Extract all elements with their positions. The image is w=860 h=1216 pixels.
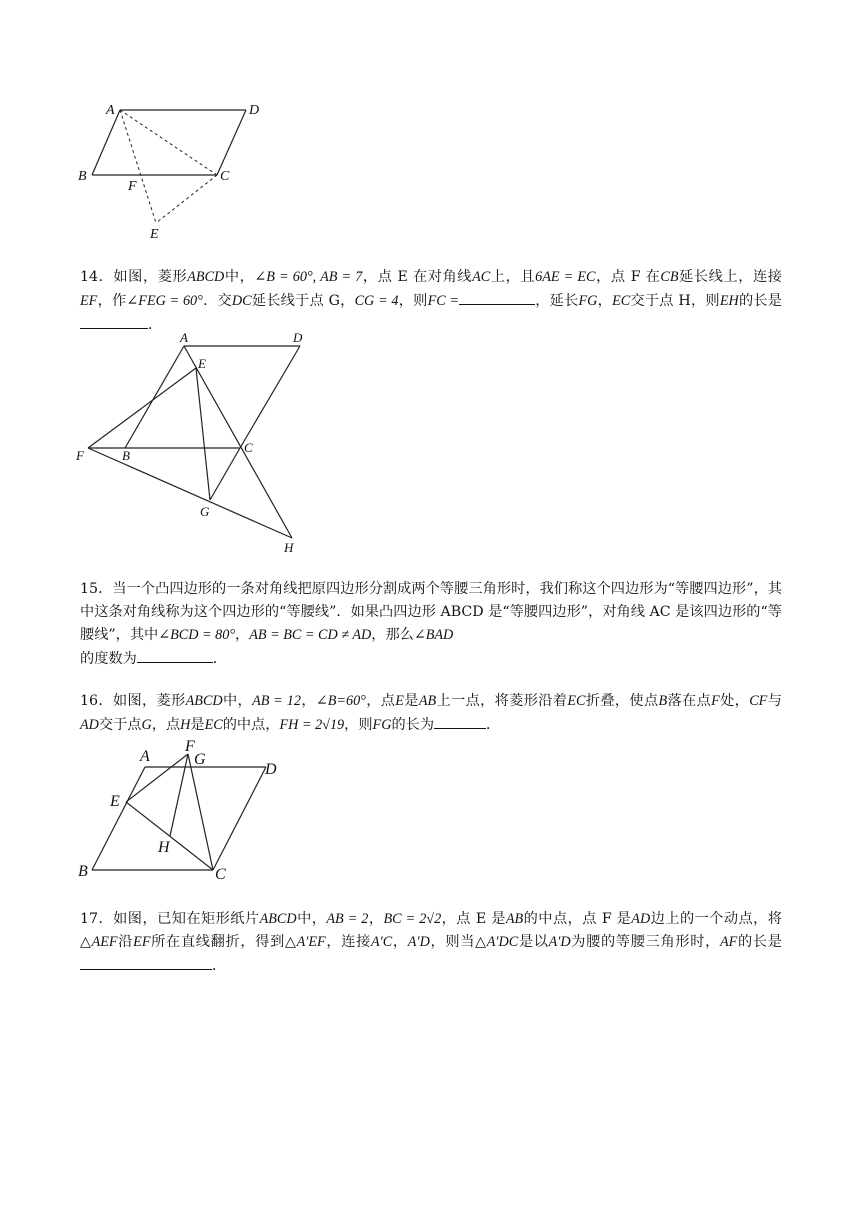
segment-ab bbox=[125, 346, 184, 448]
problem-15: 15．当一个凸四边形的一条对角线把原四边形分割成两个等腰三角形时，我们称这个四边形为“等腰四边形”，其中这条对角线称为这个四边形的“等腰线”．如果凸四边形 ABCD 是“等腰四边形”，对角线 AC 是该四边形的“等腰线”，其中∠BCD = 80°，AB = BC = CD ≠ AD，那么∠BAD 的度数为 ． bbox=[80, 581, 782, 667]
label-a: A bbox=[140, 748, 150, 765]
problem-number: 15． bbox=[80, 581, 113, 597]
answer-blank-bad[interactable] bbox=[137, 647, 213, 663]
problem-number: 17． bbox=[80, 911, 114, 927]
segment-cd bbox=[240, 346, 300, 448]
problem-number: 14． bbox=[80, 269, 114, 285]
segment-gc bbox=[210, 448, 240, 500]
label-b: B bbox=[78, 169, 87, 184]
answer-blank-fc[interactable] bbox=[459, 289, 535, 305]
label-e: E bbox=[150, 227, 159, 242]
label-e: E bbox=[198, 356, 206, 371]
label-c: C bbox=[215, 866, 226, 883]
answer-blank-af[interactable] bbox=[80, 954, 212, 970]
label-g: G bbox=[200, 504, 210, 519]
segment-fh bbox=[88, 448, 292, 538]
label-c: C bbox=[220, 169, 230, 184]
label-f: F bbox=[128, 179, 137, 194]
segment-fc bbox=[188, 754, 213, 870]
segment-ac-dashed bbox=[120, 110, 217, 175]
label-f: F bbox=[76, 448, 84, 463]
figure-2-svg bbox=[70, 328, 320, 558]
segment-ab bbox=[92, 767, 145, 870]
problem-17: 17．如图，已知在矩形纸片ABCD中，AB = 2，BC = 2√2，点 E 是AB的中点，点 F 是AD边上的一个动点，将△AEF沿EF所在直线翻折，得到△A′EF，连接A′C，A′D，则当△A′DC是以A′D为腰的等腰三角形时，AF的长是． bbox=[80, 911, 782, 974]
label-b: B bbox=[122, 448, 130, 463]
segment-ae-dashed bbox=[120, 110, 156, 223]
problem-number: 16． bbox=[80, 693, 113, 709]
figure-1 bbox=[70, 95, 270, 245]
label-d: D bbox=[293, 330, 303, 345]
label-a: A bbox=[180, 330, 188, 345]
label-d: D bbox=[265, 761, 277, 778]
figure-2 bbox=[70, 328, 320, 558]
label-h: H bbox=[284, 540, 294, 555]
segment-cd bbox=[217, 110, 246, 175]
problem-14: 14．如图，菱形ABCD中，∠B = 60°, AB = 7，点 E 在对角线AC上，且6AE = EC，点 F 在CB延长线上，连接EF，作∠FEG = 60°．交DC延长线于点 G，CG = 4，则FC = ，延长FG，EC交于点 H，则EH的长是． bbox=[80, 269, 782, 333]
label-g: G bbox=[194, 751, 206, 768]
label-d: D bbox=[249, 103, 260, 118]
segment-cd bbox=[213, 767, 266, 870]
label-f: F bbox=[185, 738, 195, 755]
segment-fe bbox=[88, 368, 196, 448]
answer-blank-fg[interactable] bbox=[434, 713, 486, 729]
label-b: B bbox=[78, 863, 88, 880]
answer-blank-eh[interactable] bbox=[80, 313, 148, 329]
figure-3 bbox=[70, 736, 300, 886]
figure-3-svg bbox=[70, 736, 300, 886]
label-a: A bbox=[106, 103, 115, 118]
label-e: E bbox=[110, 793, 120, 810]
label-c: C bbox=[244, 440, 253, 455]
segment-ce-dashed bbox=[156, 175, 217, 223]
problem-16: 16．如图，菱形ABCD中，AB = 12，∠B=60°，点E是AB上一点，将菱形沿着EC折叠，使点B落在点F处，CF与AD交于点G，点H是EC的中点，FH = 2√19，则FG的长为 ． bbox=[80, 693, 782, 733]
label-h: H bbox=[158, 839, 170, 856]
figure-1-svg bbox=[70, 95, 270, 245]
segment-ab bbox=[92, 110, 120, 175]
